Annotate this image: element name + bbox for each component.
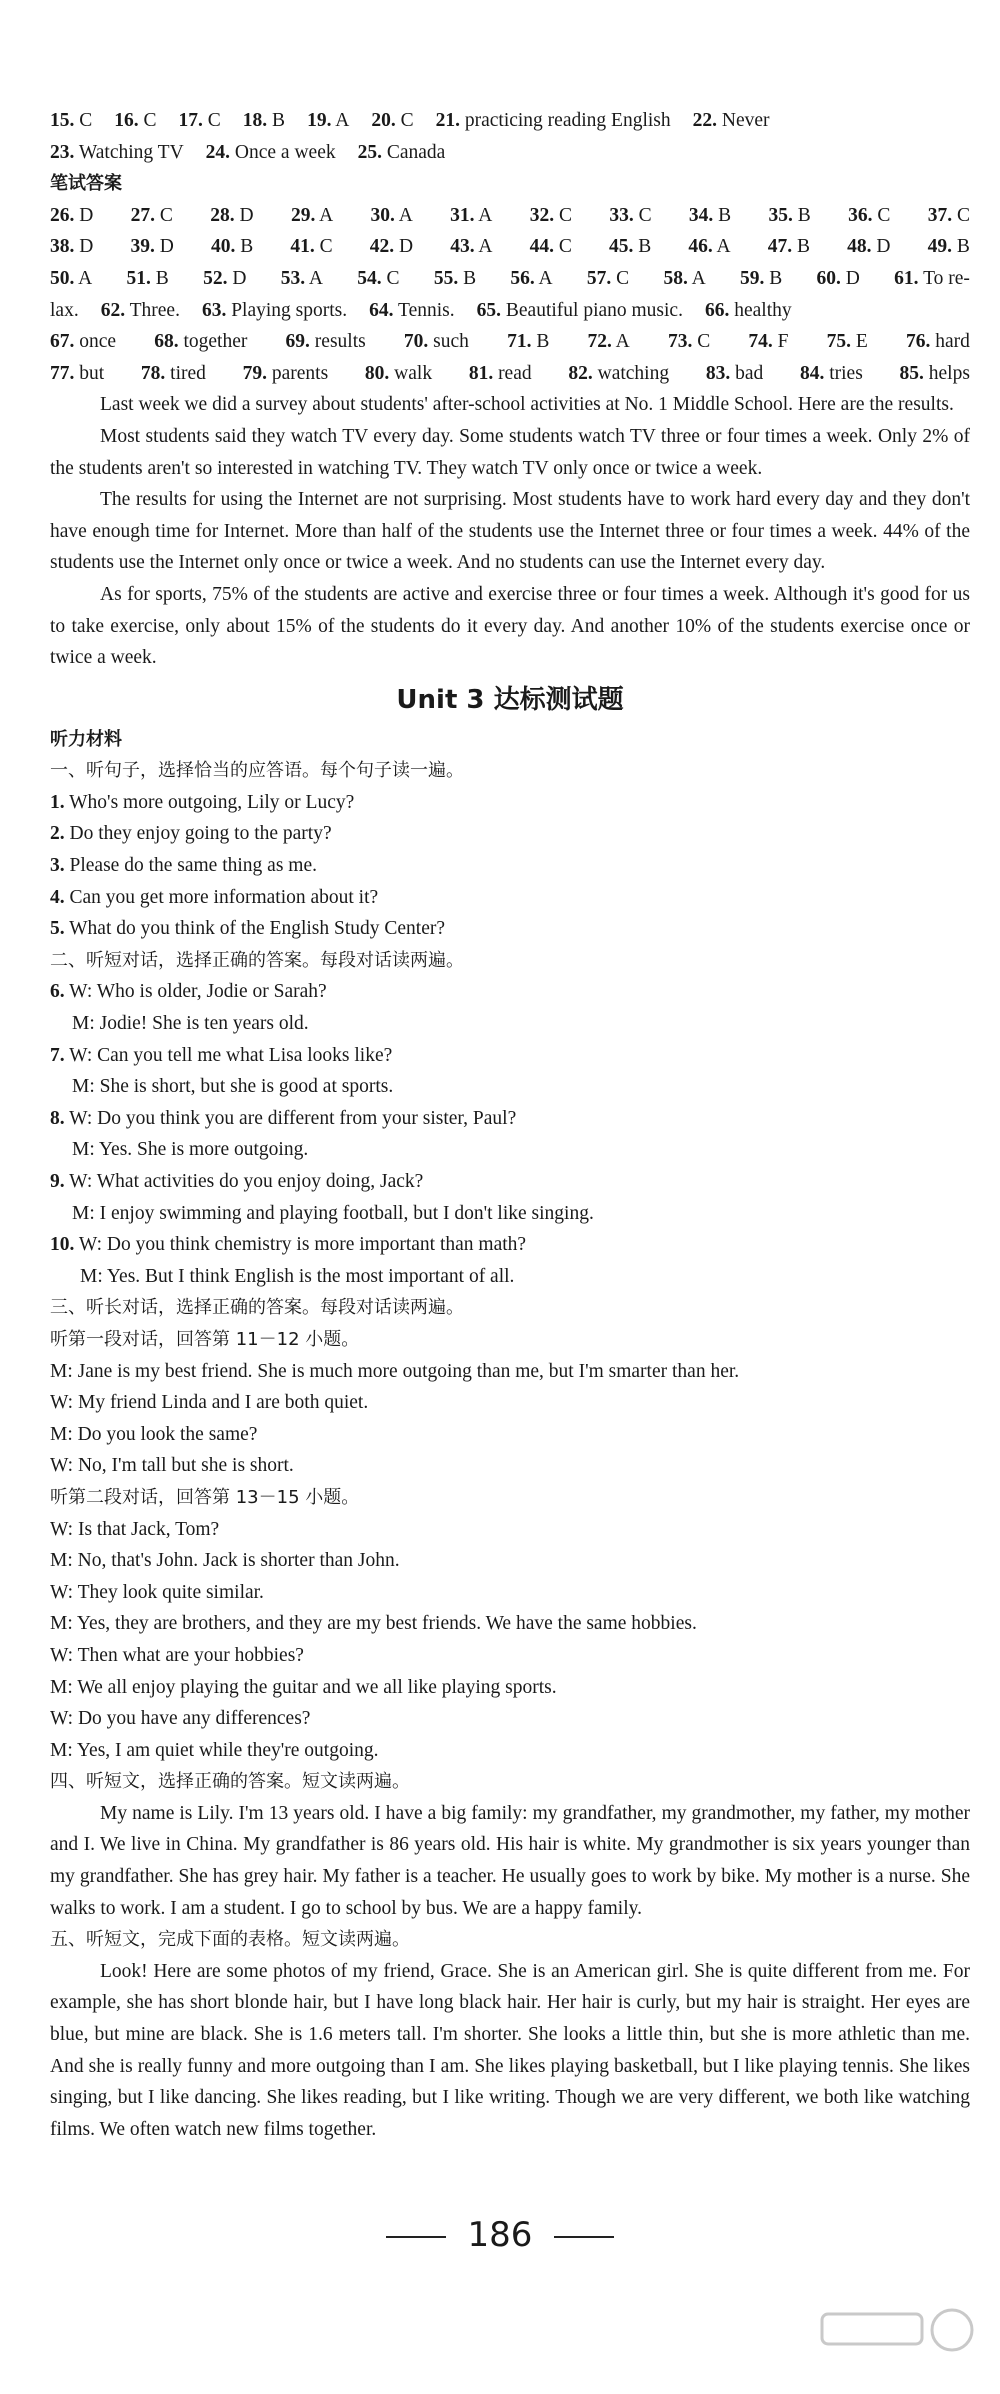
answer-number: 67. [50,331,75,353]
listening-material-heading: 听力材料 [50,728,122,750]
answer-number: 30. [370,204,395,226]
answer-text: D [394,236,414,258]
dialogue-woman-line [50,1229,970,1261]
answer-number: 66. [704,299,730,321]
answer-item [206,137,336,169]
answer-text: A [315,204,334,226]
section-3-heading: 三、听长对话，选择正确的答案。每段对话读两遍。 [50,1297,464,1319]
answer-item [434,263,476,295]
page-number-right-dash [554,2236,614,2238]
answer-number: 24. [205,141,231,163]
answer-number: 76. [906,331,931,353]
written-answers-heading: 笔试答案 [50,173,122,195]
answer-text: healthy [729,299,792,321]
answer-number: 82. [568,362,593,384]
answer-item [827,326,868,358]
item-number: 10. [50,1234,75,1256]
dialogue-woman-line [50,1040,970,1072]
answer-text: B [150,267,169,289]
answer-text: Never [717,110,770,131]
answer-number: 55. [433,267,459,289]
answer-text: A [687,267,706,289]
dialogue-line: M: We all enjoy playing the guitar and we all like playing sports. [50,1676,557,1698]
item-number: 8. [50,1107,65,1129]
answer-number: 38. [50,236,75,258]
answer-number: 47. [767,236,793,258]
answer-number: 80. [364,362,390,384]
written-answer-row [50,326,970,358]
answer-text: C [138,110,157,131]
item-text: W: Who is older, Jodie or Sarah? [64,981,327,1003]
dialogue-line: M: No, that's John. Jack is shorter than John. [50,1550,400,1572]
answer-item [689,200,731,232]
answer-number: 49. [927,236,952,258]
answer-item [50,200,93,232]
answer-number: 78. [140,362,166,384]
answer-text: tries [824,362,863,384]
unit-title: Unit 3 达标测试题 [396,684,624,715]
answer-item [530,231,572,263]
answer-item [436,105,671,137]
answer-number: 48. [847,236,872,258]
dialogue-man-line: M: Jodie! She is ten years old. [72,1013,309,1035]
answer-number: 37. [927,204,953,226]
dialogue-line: W: No, I'm tall but she is short. [50,1455,294,1477]
answer-text: Canada [381,141,446,163]
written-answer-row [50,200,970,232]
answer-number: 71. [507,331,532,353]
section-4-passage: My name is Lily. I'm 13 years old. I have a big family: my grandfather, my grandmother, my father, my mother and I. We live in China. My grandfather is 86 years old. His hair is white. My grandmother is six years younger than my grandfather. She has grey hair. My father is a teacher. He usually goes to work by bike. My mother is a nurse. She walks to work. I am a student. I go to school by bus. We are a happy family. [50,1802,970,1919]
dialogue-line: M: Yes, they are brothers, and they are my best friends. We have the same hobbies. [50,1613,697,1635]
answer-number: 83. [705,362,731,384]
answer-number: 27. [130,204,156,226]
dialogue-line: W: My friend Linda and I are both quiet. [50,1392,369,1414]
item-number: 2. [50,823,65,845]
answer-text: C [554,204,572,226]
answer-item [663,263,705,295]
answer-number: 58. [663,267,688,289]
answer-number: 15. [50,110,75,131]
answer-item [530,200,572,232]
written-answer-row [50,231,970,263]
listening-answers [50,105,970,168]
section-1-heading: 一、听句子，选择恰当的应答语。每个句子读一遍。 [50,760,464,782]
answer-number: 22. [692,110,717,131]
answer-number: 69. [285,331,310,353]
answer-item [365,358,432,390]
answer-text: C [395,110,414,131]
answer-text: B [267,110,286,131]
answer-text: B [764,267,783,289]
answer-item [370,231,413,263]
dialogue-line: W: Is that Jack, Tom? [50,1518,220,1540]
answer-text: C [952,204,970,226]
answer-item [894,263,970,295]
answer-text: C [314,236,333,258]
answer-number: 72. [587,331,612,353]
answer-item [706,358,763,390]
answer-item [450,200,492,232]
page-number: 186 [0,2215,1000,2255]
item-text: W: What activities do you enjoy doing, Jack? [64,1171,424,1192]
answer-item [243,358,329,390]
answer-text: B [633,236,652,258]
answer-text: C [633,204,652,226]
answer-item [740,263,782,295]
answer-item [211,231,253,263]
item-text: W: Can you tell me what Lisa looks like? [64,1044,393,1066]
answer-text: Watching TV [74,141,184,163]
answer-text: B [235,236,254,258]
answer-text: D [871,236,891,258]
answer-number: 28. [210,204,235,226]
answer-number: 84. [799,362,825,384]
answer-item [357,263,399,295]
answer-number: 65. [476,299,501,321]
section-1-items [50,787,970,945]
answer-text: A [474,236,493,258]
answer-item [369,295,454,327]
answer-text: D [227,267,247,289]
answer-number: 77. [50,362,75,384]
dialogue-line: W: Then what are your hobbies? [50,1644,304,1666]
answer-text: C [381,267,400,289]
answer-number: 21. [435,110,460,131]
sample-essay [50,389,970,673]
answer-text: Playing sports. [226,299,348,321]
answer-item [154,326,247,358]
answer-item [928,231,970,263]
answer-text: A [611,331,630,353]
item-number: 9. [50,1171,65,1192]
answer-number: 64. [369,299,394,321]
dialogue-woman-line [50,976,970,1008]
answer-number: 52. [203,267,228,289]
answer-item [847,231,890,263]
answer-text: hard [930,331,970,353]
section-3-part1-dialogue [50,1356,970,1482]
item-number: 1. [50,791,65,813]
answer-text: once [74,331,117,353]
item-text: W: Do you think you are different from your sister, Paul? [64,1107,517,1129]
answer-number: 63. [201,299,227,321]
answer-text: A [394,204,413,226]
item-number: 4. [50,886,65,908]
answer-number: 56. [510,267,535,289]
answer-text: C [692,331,711,353]
answer-text: D [74,204,94,226]
section-4-heading: 四、听短文，选择正确的答案。短文读两遍。 [50,1771,410,1793]
answer-item [469,358,532,390]
answer-item [588,326,630,358]
essay-paragraph: As for sports, 75% of the students are active and exercise three or four times a week. Although it's good for us to take exercise, only about 15% of the students do it every day. And another 10% of the students exercise once or twice a week. [50,583,970,669]
written-answer-row [50,295,970,327]
answer-text: tired [165,362,206,384]
answer-text: C [872,204,891,226]
answer-item [609,231,651,263]
answer-text: B [792,204,811,226]
answer-text: A [712,236,731,258]
dialogue-line: M: Yes, I am quiet while they're outgoing. [50,1739,379,1761]
answer-item [114,105,156,137]
essay-paragraph: The results for using the Internet are not surprising. Most students have to work hard every day and they don't have enough time for Internet. More than half of the students use the Internet three or four times a week. 44% of the students use the Internet only once or twice a week. And no students can use the Internet every day. [50,489,970,574]
answer-item [450,231,492,263]
section-3-part2-dialogue [50,1514,970,1767]
item-number: 3. [50,855,65,877]
sentence-item [50,818,970,850]
answer-text: D [840,267,860,289]
dialogue-line: M: Do you look the same? [50,1423,258,1445]
answer-item [371,105,413,137]
answer-number: 36. [848,204,873,226]
dialogue-line: M: Jane is my best friend. She is much more outgoing than me, but I'm smarter than her. [50,1360,740,1382]
answer-text: C [74,110,93,131]
item-text: Please do the same thing as me. [64,855,317,877]
answer-number: 85. [899,362,924,384]
answer-text: To re- [918,267,970,289]
written-answer-row [50,263,970,295]
answer-number: 79. [242,362,267,384]
item-text: What do you think of the English Study Center? [64,918,446,940]
section-5-heading: 五、听短文，完成下面的表格。短文读两遍。 [50,1929,410,1951]
written-answers [50,200,970,390]
answer-item [477,295,683,327]
answer-number: 57. [586,267,612,289]
answer-text: bad [730,362,764,384]
answer-text: F [772,331,789,353]
answer-text: C [611,267,630,289]
section-3-part2-heading: 听第二段对话，回答第 13－15 小题。 [50,1486,360,1508]
answer-item [130,231,173,263]
answer-text: D [74,236,94,258]
sentence-item [50,850,970,882]
answer-item [50,137,184,169]
answer-number: 54. [357,267,382,289]
essay-paragraph: Most students said they watch TV every day. Some students watch TV three or four times a week. Only 2% of the students aren't so interested in watching TV. They watch TV only once or twice a week. [50,425,970,479]
answer-item [404,326,469,358]
answer-text: walk [389,362,433,384]
answer-number: 45. [608,236,634,258]
answer-item [817,263,860,295]
answer-number: 53. [280,267,306,289]
answer-number: 73. [667,331,693,353]
answer-item [609,200,651,232]
section-2-items [50,976,970,1292]
item-text: Can you get more information about it? [64,886,379,908]
answer-text: B [713,204,732,226]
answer-text: D [234,204,254,226]
dialogue-man-line: M: I enjoy swimming and playing football, but I don't like singing. [72,1202,594,1224]
answer-text: A [305,267,323,289]
answer-text: A [74,267,93,289]
answer-number: 33. [609,204,634,226]
page-number-left-dash [386,2236,446,2238]
answer-item [286,326,366,358]
watermark-logo [802,2304,982,2374]
answer-item [50,105,92,137]
answer-item [131,200,173,232]
answer-number: 46. [688,236,713,258]
answer-number: 74. [748,331,773,353]
answer-text: C [553,236,572,258]
answer-item [141,358,206,390]
answer-number: 51. [126,267,151,289]
answer-item [705,295,792,327]
section-5-passage: Look! Here are some photos of my friend, Grace. She is an American girl. She is quite different from me. For example, she has short blonde hair, but I have long black hair. Her hair is curly, but my hair is straight. Her eyes are blue, but mine are black. She is 1.6 meters tall. I'm shorter. She looks a little thin, but she is more athletic than me. And she is really funny and more outgoing than I am. She likes playing basketball, but I like playing tennis. She likes singing, but I like dancing. She likes reading, but I like writing. Though we are very different, we both like watching films. We often watch new films together. [50,1960,970,2140]
item-number: 7. [50,1044,65,1066]
answer-text: D [154,236,174,258]
answer-number: 60. [816,267,841,289]
answer-text: C [202,110,221,131]
answer-item [768,231,810,263]
answer-text: but [74,362,105,384]
dialogue-man-line: M: Yes. But I think English is the most important of all. [80,1265,515,1287]
answer-number: 59. [740,267,765,289]
answer-text: parents [267,362,329,384]
answer-item [510,263,552,295]
answer-number: 61. [894,267,919,289]
answer-item [101,295,180,327]
written-answer-row [50,358,970,390]
answer-text: B [458,267,477,289]
answer-item [688,231,730,263]
answer-item [50,295,79,327]
answer-number: 19. [307,110,332,131]
dialogue-woman-line [50,1166,970,1198]
answer-item [693,105,770,137]
section-3-part1-heading: 听第一段对话，回答第 11－12 小题。 [50,1328,360,1350]
answer-number: 39. [130,236,155,258]
answer-number: 25. [357,141,382,163]
dialogue-man-line: M: She is short, but she is good at sports. [72,1076,394,1098]
answer-item [307,105,349,137]
answer-item [800,358,863,390]
answer-number: 40. [210,236,236,258]
answer-item [50,231,93,263]
answer-item [848,200,890,232]
answer-item [50,358,104,390]
answer-text: Once a week [230,141,336,163]
answer-text: B [951,236,970,258]
dialogue-man-line: M: Yes. She is more outgoing. [72,1139,309,1161]
answer-text: Tennis. [393,299,455,321]
answer-number: 23. [50,141,75,163]
dialogue-woman-line [50,1103,970,1135]
answer-item [587,263,629,295]
answer-number: 26. [50,204,75,226]
answer-text: A [331,110,350,131]
answer-item [748,326,788,358]
answer-number: 75. [826,331,852,353]
answer-item [906,326,970,358]
page-content [50,105,970,2145]
answer-item [127,263,169,295]
answer-item [179,105,221,137]
answer-text: Beautiful piano music. [501,299,683,321]
answer-number: 41. [290,236,315,258]
answer-number: 34. [688,204,714,226]
essay-paragraph: Last week we did a survey about students' after-school activities at No. 1 Middle School. Here are the results. [100,394,954,416]
answer-number: 81. [468,362,494,384]
answer-text: such [428,331,469,353]
answer-item [928,200,970,232]
answer-number: 20. [371,110,396,131]
answer-number: 62. [100,299,126,321]
answer-text: watching [592,362,670,384]
answer-number: 18. [242,110,268,131]
item-number: 6. [50,981,65,1003]
dialogue-line: W: Do you have any differences? [50,1708,311,1730]
item-number: 5. [50,918,65,940]
answer-text: E [851,331,868,353]
answer-number: 44. [529,236,554,258]
answer-item [243,105,285,137]
answer-item [668,326,710,358]
answer-number: 16. [114,110,139,131]
answer-text: B [531,331,550,353]
answer-number: 50. [50,267,75,289]
answer-number: 31. [450,204,475,226]
answer-text: lax. [50,299,79,321]
answer-number: 68. [154,331,179,353]
answer-item [769,200,811,232]
answer-item [202,295,347,327]
answer-item [50,326,116,358]
answer-number: 29. [290,204,316,226]
sentence-item [50,787,970,819]
answer-text: A [534,267,553,289]
answer-text: C [155,204,173,226]
answer-text: results [309,331,366,353]
answer-item [568,358,669,390]
answer-item [900,358,970,390]
item-text: Do they enjoy going to the party? [64,823,332,845]
answer-text: practicing reading English [459,110,671,131]
answer-text: together [178,331,248,353]
answer-text: A [474,204,493,226]
answer-number: 70. [403,331,429,353]
item-text: Who's more outgoing, Lily or Lucy? [64,791,355,813]
listening-answer-row [50,105,970,137]
listening-answer-row [50,137,970,169]
answer-item [290,231,332,263]
answer-number: 32. [529,204,555,226]
item-text: W: Do you think chemistry is more important than math? [74,1234,527,1256]
answer-item [50,263,92,295]
answer-number: 17. [178,110,203,131]
answer-number: 35. [768,204,793,226]
answer-text: helps [923,362,970,384]
answer-text: read [493,362,532,384]
sentence-item [50,913,970,945]
dialogue-line: W: They look quite similar. [50,1581,264,1603]
answer-item [291,200,333,232]
answer-text: Three. [125,299,180,321]
answer-number: 42. [369,236,395,258]
answer-item [358,137,446,169]
answer-item [281,263,323,295]
answer-item [507,326,549,358]
sentence-item [50,882,970,914]
section-2-heading: 二、听短对话，选择正确的答案。每段对话读两遍。 [50,949,464,971]
answer-number: 43. [450,236,475,258]
answer-item [210,200,253,232]
answer-text: B [792,236,811,258]
answer-item [203,263,246,295]
answer-item [371,200,413,232]
